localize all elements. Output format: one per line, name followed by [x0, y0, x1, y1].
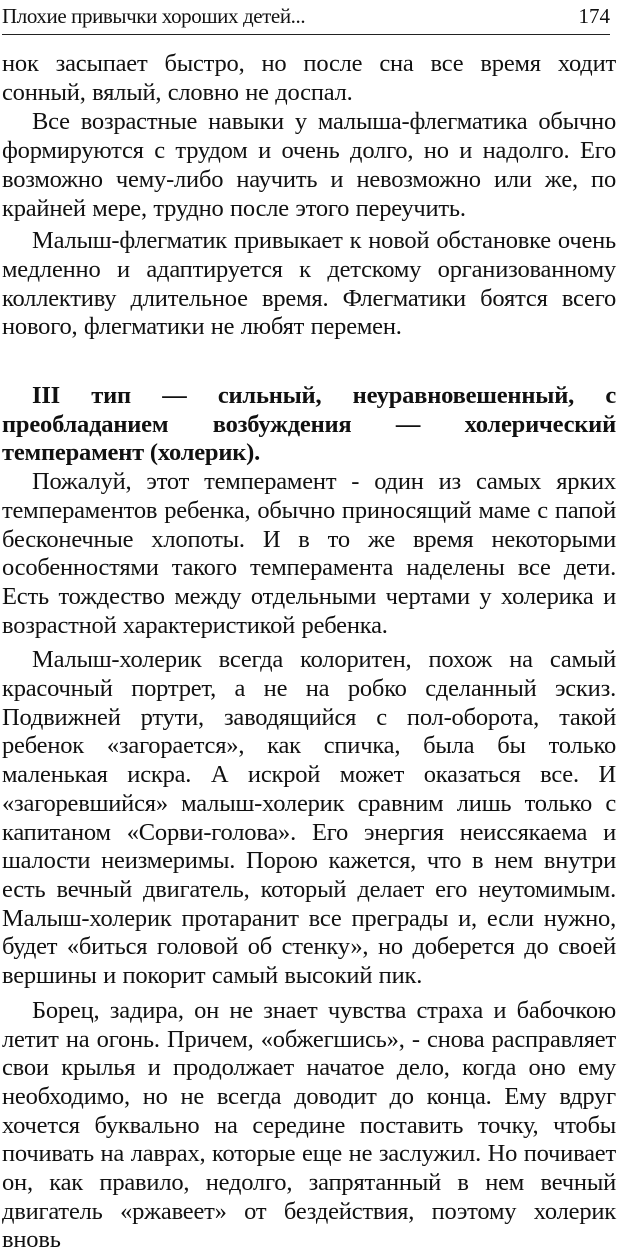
paragraph: Пожалуй, этот темперамент - один из самых ярких темпераментов ребенка, обычно приносящий маме с папой бесконечные хлопоты. И в то же время некоторыми особенностями такого темперамента наделены все дети. Есть тождество между отдельными чертами у холерика и возрастной характеристикой ребенка.	[2, 468, 616, 639]
paragraph: Все возрастные навыки у малыша-флегматика обычно формируются с трудом и очень долго, но и надолго. Его возможно чему-либо научить и невозможно или же, по крайней мере, трудно после этого переучить.	[2, 108, 616, 222]
paragraph: Малыш-флегматик привыкает к новой обстановке очень медленно и адаптируется к детскому организованному коллективу длительное время. Флегматики боятся всего нового, флегматики не любят перемен.	[2, 227, 616, 341]
paragraph: Малыш-холерик всегда колоритен, похож на самый красочный портрет, а не на робко сделанный эскиз. Подвижней ртути, заводящийся с пол-оборота, такой ребенок «загорается», как спичка, была бы только маленькая искра. А искрой может оказаться все. И «загоревшийся» малыш-холерик сравним лишь только с капитаном «Сорви-голова». Его энергия неиссякаема и шалости неизмеримы. Порою кажется, что в нем внутри есть вечный двигатель, который делает его неутомимым. Малыш-холерик протаранит все преграды и, если нужно, будет «биться головой об стенку», но доберется до своей вершины и покорит самый высокий пик.	[2, 646, 616, 990]
running-title: Плохие привычки хороших детей...	[2, 4, 306, 28]
paragraph-continuation: нок засыпает быстро, но после сна все время ходит сонный, вялый, словно не доспал.	[2, 50, 616, 106]
paragraph: Борец, задира, он не знает чувства страха и бабочкою летит на огонь. Причем, «обжегшись», - снова расправляет свои крылья и продолжает начатое дело, когда оно ему необходимо, но не всегда доводит до конца. Ему вдруг хочется буквально на середине поставить точку, чтобы почивать на лаврах, которые еще не заслужил. Но почивает он, как правило, недолго, запрятанный в нем вечный двигатель «ржавеет» от бездействия, поэтому холерик вновь	[2, 996, 616, 1254]
page-body	[2, 50, 616, 1255]
header-rule	[2, 34, 610, 35]
section-heading: III тип — сильный, неуравновешенный, с преобладанием возбуждения — холерический темперамент (холерик).	[2, 382, 616, 467]
page-number: 174	[578, 4, 610, 28]
running-header	[2, 4, 610, 32]
